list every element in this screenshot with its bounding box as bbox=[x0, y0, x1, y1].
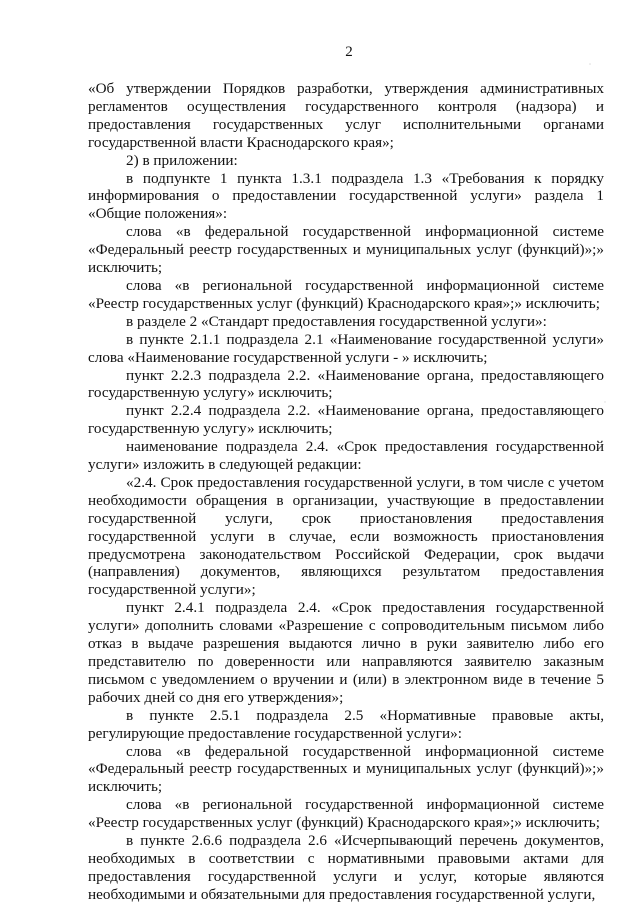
paragraph-2: 2) в приложении: bbox=[126, 151, 238, 169]
paragraph-4: слова «в федеральной государственной информационной системе «Федеральный реестр государственных и муниципальных услуг (функций)»;» исключить; bbox=[88, 223, 604, 277]
paragraph-7: в пункте 2.1.1 подраздела 2.1 «Наименование государственной услуги» слова «Наименование государственной услуги - » исключить; bbox=[88, 330, 604, 366]
paragraph-10: наименование подраздела 2.4. «Срок предоставления государственной услуги» изложить в следующей редакции: bbox=[88, 438, 604, 474]
document-body bbox=[88, 80, 604, 904]
paragraph-5: слова «в региональной государственной информационной системе «Реестр государственных услуг (функций) Краснодарского края»;» исключить; bbox=[88, 276, 604, 312]
paragraph-6: в разделе 2 «Стандарт предоставления государственной услуги»: bbox=[126, 312, 547, 330]
paragraph-13: в пункте 2.5.1 подраздела 2.5 «Нормативные правовые акты, регулирующие предоставление государственной услуги»: bbox=[88, 706, 604, 742]
paragraph-16: в пункте 2.6.6 подраздела 2.6 «Исчерпывающий перечень документов, необходимых в соответствии с нормативными правовыми актами для предоставления государственной услуги и услуг, которые являются необходимыми и обязательными для предоставления государственной услуги, bbox=[88, 832, 604, 903]
paragraph-11: «2.4. Срок предоставления государственной услуги, в том числе с учетом необходимости обращения в организации, участвующие в предоставлении государственной услуги, срок приостановления предоставления государственной услуги в случае, если возможность приостановления предусмотрена законодательством Российской Федерации, срок выдачи (направления) документов, являющихся результатом предоставления государственной услуги»; bbox=[88, 473, 604, 599]
paragraph-15: слова «в региональной государственной информационной системе «Реестр государственных услуг (функций) Краснодарского края»;» исключить; bbox=[88, 796, 604, 832]
paragraph-9: пункт 2.2.4 подраздела 2.2. «Наименование органа, предоставляющего государственную услугу» исключить; bbox=[88, 402, 604, 438]
paragraph-14: слова «в федеральной государственной информационной системе «Федеральный реестр государственных и муниципальных услуг (функций)»;» исключить; bbox=[88, 742, 604, 796]
paragraph-8: пункт 2.2.3 подраздела 2.2. «Наименование органа, предоставляющего государственную услугу» исключить; bbox=[88, 366, 604, 402]
paragraph-3: в подпункте 1 пункта 1.3.1 подраздела 1.3 «Требования к порядку информирования о предоставлении государственной услуги» раздела 1 «Общие положения»: bbox=[88, 169, 604, 223]
page-number: 2 bbox=[345, 44, 353, 60]
paragraph-1: «Об утверждении Порядков разработки, утверждения административных регламентов осуществления государственного контроля (надзора) и предоставления государственных услуг исполнительными органами государственной власти Краснодарского края»; bbox=[88, 80, 604, 151]
paragraph-12: пункт 2.4.1 подраздела 2.4. «Срок предоставления государственной услуги» дополнить словами «Разрешение с сопроводительным письмом либо отказ в выдаче разрешения выдаются лично в руки заявителю либо его представителю по доверенности или направляются заявителю заказным письмом с уведомлением о вручении и (или) в электронном виде в течение 5 рабочих дней со дня его утверждения»; bbox=[88, 599, 604, 706]
